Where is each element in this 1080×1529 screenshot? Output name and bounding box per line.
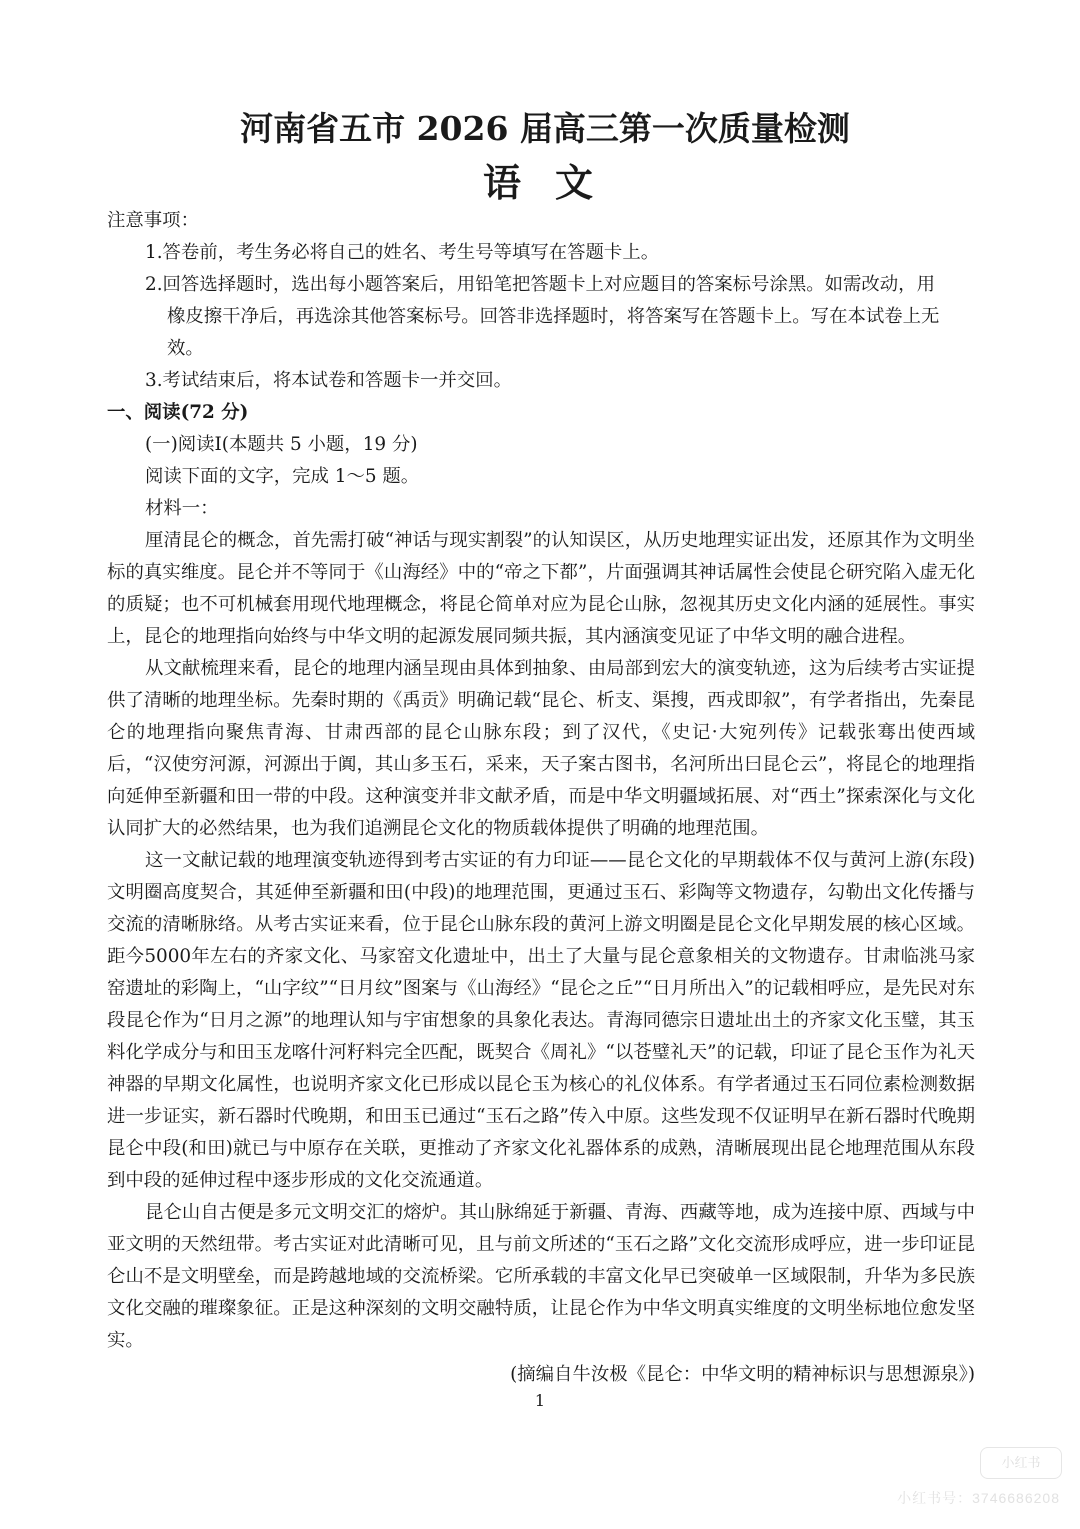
page-number: 1: [534, 1391, 546, 1410]
paragraph-2: 从文献梳理来看，昆仑的地理内涵呈现由具体到抽象、由局部到宏大的演变轨迹，这为后续考古实证提供了清晰的地理坐标。先秦时期的《禹贡》明确记载“昆仑、析支、渠搜，西戎即叙”，有学者指出，先秦昆仑的地理指向聚焦青海、甘肃西部的昆仑山脉东段；到了汉代，《史记·大宛列传》记载张骞出使西域后，“汉使穷河源，河源出于阗，其山多玉石，采来，天子案古图书，名河所出曰昆仑云”，将昆仑的地理指向延伸至新疆和田一带的中段。这种演变并非文献矛盾，而是中华文明疆域拓展、对“西土”探索深化与文化认同扩大的必然结果，也为我们追溯昆仑文化的物质载体提供了明确的地理范围。: [107, 658, 975, 839]
notice-item-1: 1.答卷前，考生务必将自己的姓名、考生号等填写在答题卡上。: [145, 242, 660, 263]
section-heading: 一、阅读(72 分): [107, 402, 249, 423]
watermark-id: 小红书号：3746686208: [897, 1490, 1060, 1506]
material-label: 材料一：: [145, 498, 219, 519]
paragraph-3: 这一文献记载的地理演变轨迹得到考古实证的有力印证——昆仑文化的早期载体不仅与黄河上游(东段)文明圈高度契合，其延伸至新疆和田(中段)的地理范围，更通过玉石、彩陶等文物遗存，勾勒出文化传播与交流的清晰脉络。从考古实证来看，位于昆仑山脉东段的黄河上游文明圈是昆仑文化早期发展的核心区域。距今5000年左右的齐家文化、马家窑文化遗址中，出土了大量与昆仑意象相关的文物遗存。甘肃临洮马家窑遗址的彩陶上，“山字纹”“日月纹”图案与《山海经》“昆仑之丘”“日月所出入”的记载相呼应，是先民对东段昆仑作为“日月之源”的地理认知与宇宙想象的具象化表达。青海同德宗日遗址出土的齐家文化玉璧，其玉料化学成分与和田玉龙喀什河籽料完全匹配，既契合《周礼》“以苍璧礼天”的记载，印证了昆仑玉作为礼天神器的早期文化属性，也说明齐家文化已形成以昆仑玉为核心的礼仪体系。有学者通过玉石同位素检测数据进一步证实，新石器时代晚期，和田玉已通过“玉石之路”传入中原。这些发现不仅证明早在新石器时代晚期昆仑中段(和田)就已与中原存在关联，更推动了齐家文化礼器体系的成熟，清晰展现出昆仑地理范围从东段到中段的延伸过程中逐步形成的文化交流通道。: [107, 850, 975, 1191]
notice-item-2-line-1: 2.回答选择题时，选出每小题答案后，用铅笔把答题卡上对应题目的答案标号涂黑。如需改动，用: [145, 274, 935, 295]
notice-item-2-line-3: 效。: [167, 338, 204, 359]
paragraph-1: 厘清昆仑的概念，首先需打破“神话与现实割裂”的认知误区，从历史地理实证出发，还原其作为文明坐标的真实维度。昆仑并不等同于《山海经》中的“帝之下都”，片面强调其神话属性会使昆仑研究陷入虚无化的质疑；也不可机械套用现代地理概念，将昆仑简单对应为昆仑山脉，忽视其历史文化内涵的延展性。事实上，昆仑的地理指向始终与中华文明的起源发展同频共振，其内涵演变见证了中华文明的融合进程。: [107, 530, 975, 647]
reading-instruction: 阅读下面的文字，完成 1～5 题。: [145, 466, 420, 487]
exam-body: [107, 205, 975, 1391]
notice-item-2-line-2: 橡皮擦干净后，再选涂其他答案标号。回答非选择题时，将答案写在答题卡上。写在本试卷上无: [167, 306, 940, 327]
notice-heading: 注意事项：: [107, 210, 199, 231]
source-citation: (摘编自牛汝极《昆仑：中华文明的精神标识与思想源泉》): [510, 1364, 975, 1385]
subject-title: 语文: [482, 160, 627, 205]
section-sub-heading: (一)阅读Ⅰ(本题共 5 小题，19 分): [145, 434, 418, 455]
notice-item-3: 3.考试结束后，将本试卷和答题卡一并交回。: [145, 370, 512, 391]
paragraph-4: 昆仑山自古便是多元文明交汇的熔炉。其山脉绵延于新疆、青海、西藏等地，成为连接中原、西域与中亚文明的天然纽带。考古实证对此清晰可见，且与前文所述的“玉石之路”文化交流形成呼应，进一步印证昆仑山不是文明壁垒，而是跨越地域的交流桥梁。它所承载的丰富文化早已突破单一区域限制，升华为多民族文化交融的璀璨象征。正是这种深刻的文明交融特质，让昆仑作为中华文明真实维度的文明坐标地位愈发坚实。: [107, 1202, 975, 1351]
watermark-logo: 小红书: [980, 1447, 1062, 1479]
exam-title: 河南省五市 2026 届高三第一次质量检测: [240, 109, 850, 148]
